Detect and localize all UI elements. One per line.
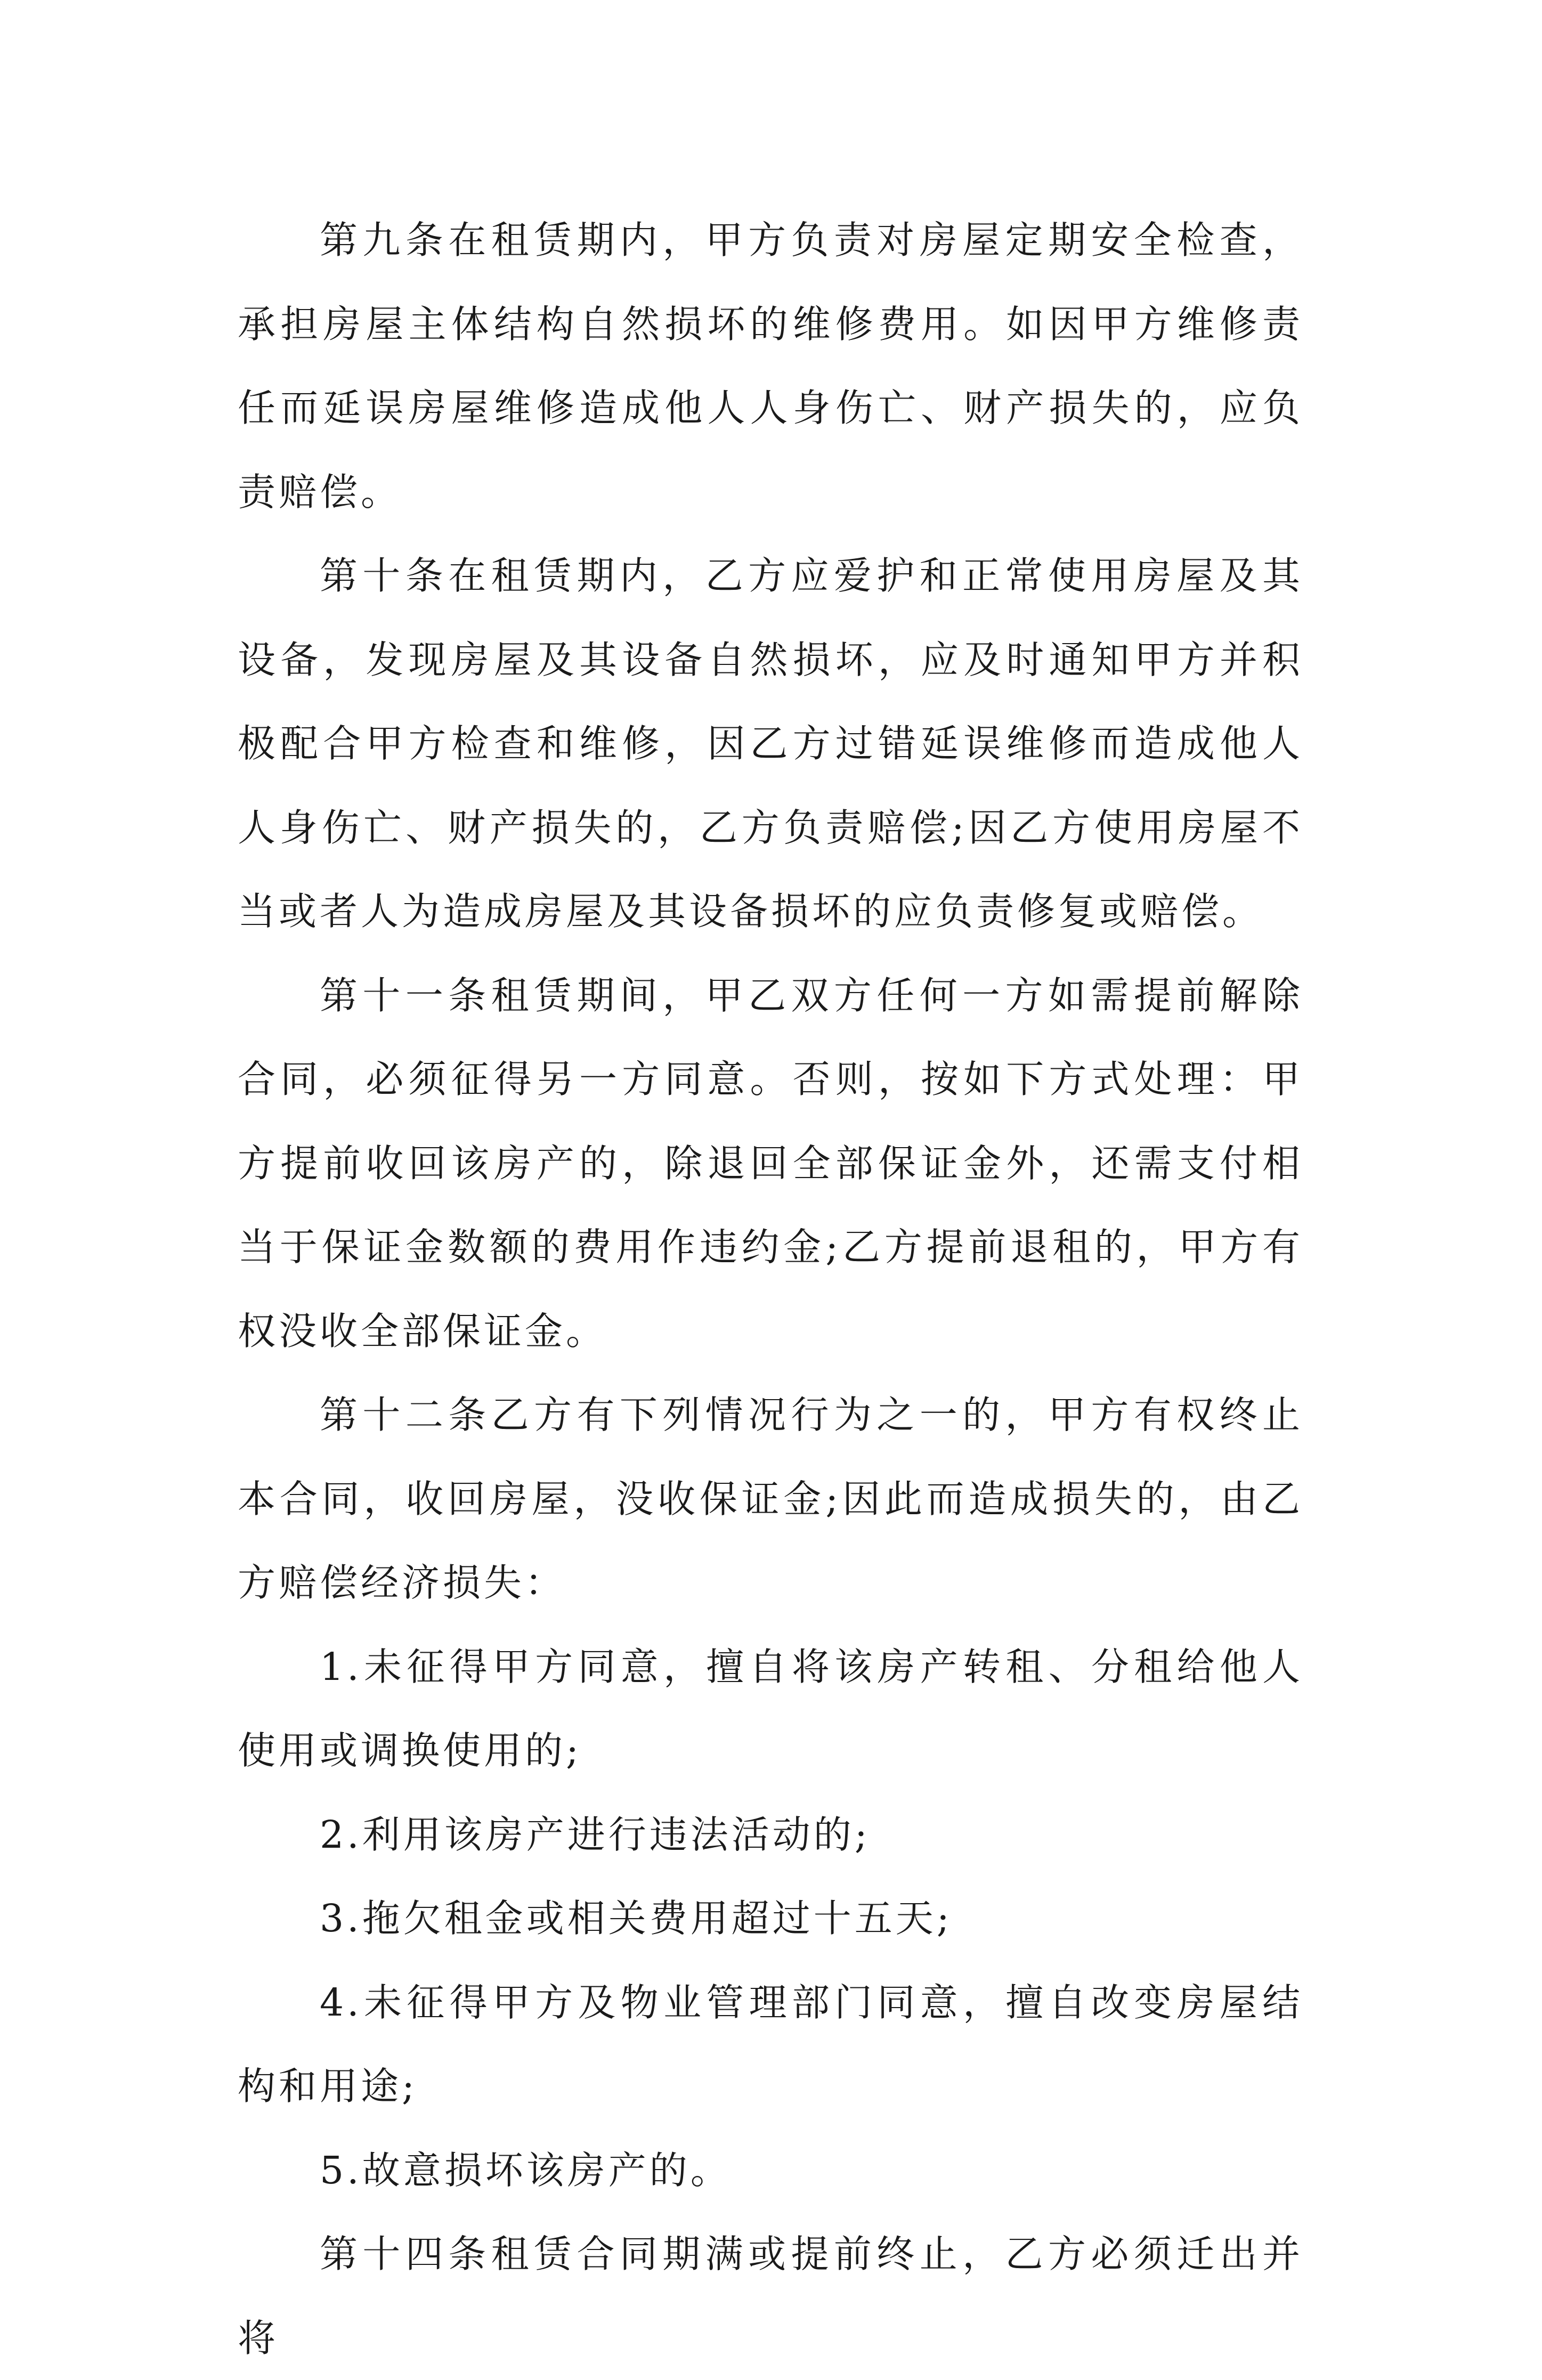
article-11-paragraph: 第十一条租赁期间，甲乙双方任何一方如需提前解除合同，必须征得另一方同意。否则，按如下方式处理：甲方提前收回该房产的，除退回全部保证金外，还需支付相当于保证金数额的费用作违约金;乙方提前退租的，甲方有权没收全部保证金。 [238, 973, 1303, 1353]
list-item-3: 3.拖欠租金或相关费用超过十五天; [320, 1896, 953, 1940]
article-14-paragraph: 第十四条租赁合同期满或提前终止，乙方必须迁出并将 [238, 2232, 1303, 2360]
contract-body [238, 198, 1303, 2380]
article-12-paragraph: 第十二条乙方有下列情况行为之一的，甲方有权终止本合同，收回房屋，没收保证金;因此而造成损失的，由乙方赔偿经济损失： [238, 1393, 1303, 1605]
article-10-paragraph: 第十条在租赁期内，乙方应爱护和正常使用房屋及其设备，发现房屋及其设备自然损坏，应及时通知甲方并积极配合甲方检查和维修，因乙方过错延误维修而造成他人人身伤亡、财产损失的，乙方负责赔偿;因乙方使用房屋不当或者人为造成房屋及其设备损坏的应负责修复或赔偿。 [238, 554, 1303, 933]
list-item-1: 1.未征得甲方同意，擅自将该房产转租、分租给他人使用或调换使用的; [238, 1644, 1303, 1773]
list-item-5: 5.故意损坏该房产的。 [320, 2148, 732, 2192]
article-9-paragraph: 第九条在租赁期内，甲方负责对房屋定期安全检查，承担房屋主体结构自然损坏的维修费用。如因甲方维修责任而延误房屋维修造成他人人身伤亡、财产损失的，应负责赔偿。 [238, 218, 1303, 514]
list-item-4: 4.未征得甲方及物业管理部门同意，擅自改变房屋结构和用途; [238, 1980, 1303, 2108]
list-item-2: 2.利用该房产进行违法活动的; [320, 1812, 871, 1857]
